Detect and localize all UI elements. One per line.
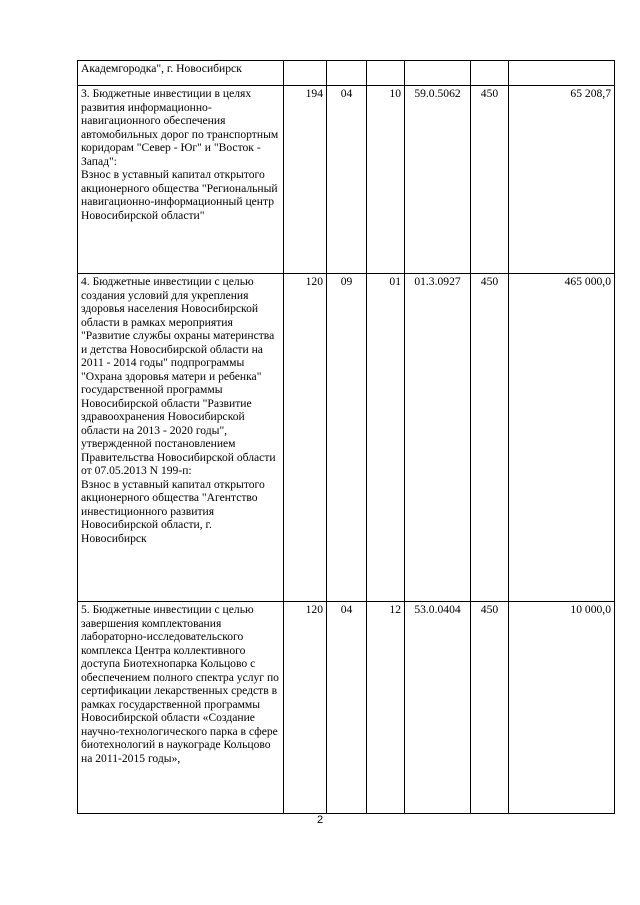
expense-type-cell xyxy=(471,61,509,86)
target-article-cell: 53.0.0404 xyxy=(405,602,471,814)
amount-cell: 65 208,7 xyxy=(509,86,615,274)
target-article-cell xyxy=(405,61,471,86)
description-cell: 5. Бюджетные инвестиции с целью завершения комплектования лабораторно-исследовательского комплекса Центра коллективного доступа Биотехнопарка Кольцово с обеспечением полного спектра услуг по сертификации лекарственных средств в рамках государственной программы Новосибирской области «Создание научно-технологического парка в сфере биотехнологий в наукограде Кольцово на 2011-2015 годы», xyxy=(78,602,284,814)
description-cell: 3. Бюджетные инвестиции в целях развития информационно-навигационного обеспечения автомобильных дорог по транспортным коридорам "Север - Юг" и "Восток - Запад": Взнос в уставный капитал открытого акционерного общества "Региональный навигационно-информационный центр Новосибирской области" xyxy=(78,86,284,274)
target-article-cell: 01.3.0927 xyxy=(405,274,471,602)
table-row xyxy=(78,61,615,86)
subsection-code-cell xyxy=(367,61,405,86)
subsection-code-cell: 12 xyxy=(367,602,405,814)
table-row xyxy=(78,602,615,814)
section-code-cell: 04 xyxy=(327,602,367,814)
table-row xyxy=(78,86,615,274)
expense-type-cell: 450 xyxy=(471,86,509,274)
table-row xyxy=(78,274,615,602)
amount-cell: 10 000,0 xyxy=(509,602,615,814)
table-body xyxy=(78,61,615,814)
description-cell: 4. Бюджетные инвестиции с целью создания условий для укрепления здоровья населения Новосибирской области в рамках мероприятия "Развитие службы охраны материнства и детства Новосибирской области на 2011 - 2014 годы" подпрограммы "Охрана здоровья матери и ребенка" государственной программы Новосибирской области "Развитие здравоохранения Новосибирской области на 2013 - 2020 годы", утвержденной постановлением Правительства Новосибирской области от 07.05.2013 N 199-п: Взнос в уставный капитал открытого акционерного общества "Агентство инвестиционного развития Новосибирской области, г. Новосибирск xyxy=(78,274,284,602)
target-article-cell: 59.0.5062 xyxy=(405,86,471,274)
expense-type-cell: 450 xyxy=(471,602,509,814)
subsection-code-cell: 10 xyxy=(367,86,405,274)
section-code-cell xyxy=(327,61,367,86)
ministry-code-cell xyxy=(284,61,327,86)
section-code-cell: 04 xyxy=(327,86,367,274)
page-number: 2 xyxy=(316,814,324,826)
amount-cell xyxy=(509,61,615,86)
amount-cell: 465 000,0 xyxy=(509,274,615,602)
subsection-code-cell: 01 xyxy=(367,274,405,602)
section-code-cell: 09 xyxy=(327,274,367,602)
budget-table xyxy=(77,60,615,814)
expense-type-cell: 450 xyxy=(471,274,509,602)
description-cell: Академгородка", г. Новосибирск xyxy=(78,61,284,86)
ministry-code-cell: 120 xyxy=(284,274,327,602)
ministry-code-cell: 120 xyxy=(284,602,327,814)
ministry-code-cell: 194 xyxy=(284,86,327,274)
